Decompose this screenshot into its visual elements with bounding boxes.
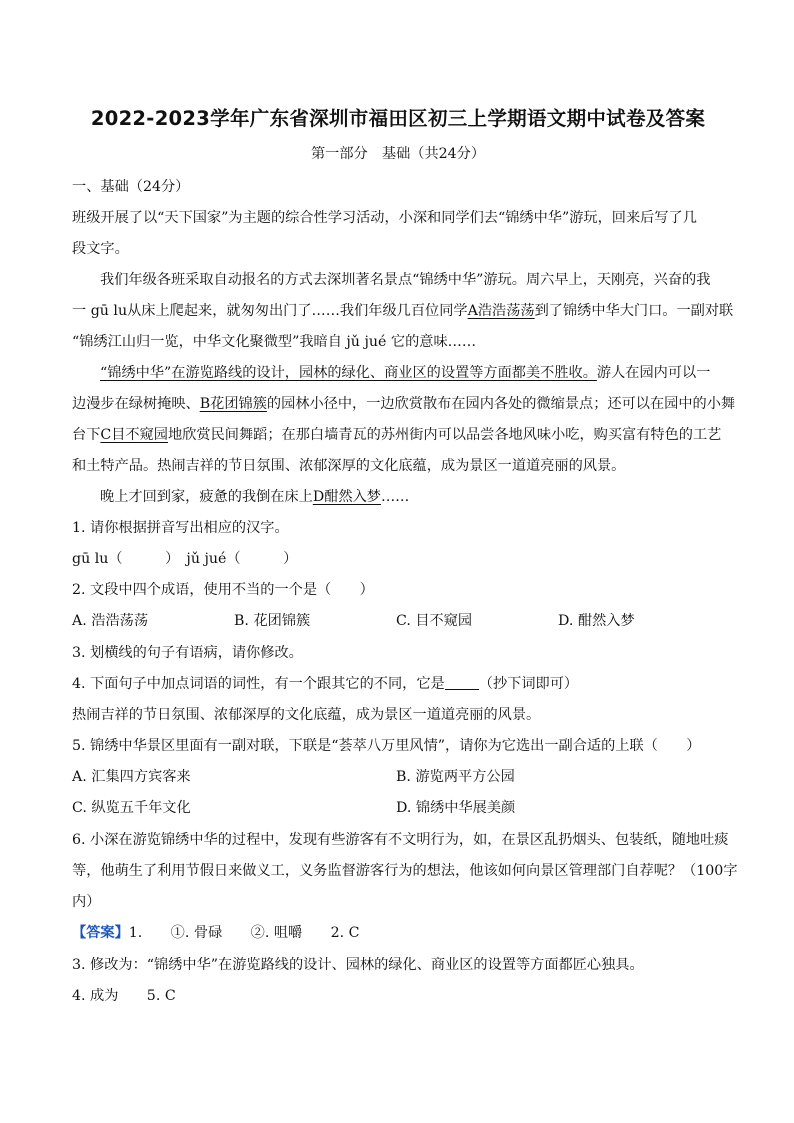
intro-line-2: 段文字。 <box>72 241 129 257</box>
text-segment: 的园林小径中，一边欣赏散布在园内各处的微缩景点；还可以在园中的小舞 <box>266 396 736 412</box>
answer-line3: 4. 成为 5. C <box>72 988 176 1004</box>
question-6-line3: 内） <box>72 894 101 910</box>
question-6-line1: 6. 小深在游览锦绣中华的过程中，发现有些游客有不文明行为，如，在景区乱扔烟头、包装纸，随地吐痰 <box>72 832 729 848</box>
text-segment: 4. 下面句子中加点词语的词性，有一个跟其它的不同，它是 <box>72 676 445 692</box>
document-title: 2022-2023学年广东省深圳市福田区初三上学期语文期中试卷及答案 <box>90 107 706 130</box>
passage-para2-line2 <box>72 394 736 414</box>
intro-line-1: 班级开展了以“天下国家”为主题的综合性学习活动，小深和同学们去“锦绣中华”游玩，回来后写了几 <box>72 210 697 226</box>
answer-line1 <box>72 923 724 943</box>
option-d: D. 锦绣中华展美颜 <box>396 800 516 816</box>
underlined-sentence: “锦绣中华”在游览路线的设计，园林的绿化、商业区的设置等方面都美不胜收。 <box>100 365 597 381</box>
option-d: D. 酣然入梦 <box>558 613 635 629</box>
option-b: B. 游览两平方公园 <box>396 769 515 785</box>
option-b: B. 花团锦簇 <box>234 613 311 629</box>
text-segment: 游人在园内可以一 <box>596 365 711 381</box>
answer-line2: 3. 修改为：“锦绣中华”在游览路线的设计、园林的绿化、商业区的设置等方面都匠心独具。 <box>72 957 644 973</box>
passage-para2-line1 <box>72 363 724 383</box>
idiom-c-underlined: C目不窥园 <box>100 427 168 443</box>
option-c: C. 纵览五千年文化 <box>72 800 191 816</box>
question-4-sentence: 热闹吉祥的节日氛围、浓郁深厚的文化底蕴，成为景区一道道亮丽的风景。 <box>72 707 541 723</box>
answer-tag: 【答案】 <box>72 925 129 941</box>
question-1-blanks: gū lu（ ） jǔ jué（ ） <box>72 551 298 567</box>
question-6-line2: 等，他萌生了利用节假日来做义工，义务监督游客行为的想法，他该如何向景区管理部门自荐呢？（100字 <box>72 863 738 879</box>
option-a: A. 浩浩荡荡 <box>72 613 149 629</box>
passage-para2-line3 <box>72 425 724 445</box>
question-5-stem: 5. 锦绣中华景区里面有一副对联，下联是“荟萃八万里风情”，请你为它选出一副合适的上联（ ） <box>72 738 701 754</box>
option-a: A. 汇集四方宾客来 <box>72 769 191 785</box>
text-segment: 台下 <box>72 427 101 443</box>
section-heading: 一、基础（24分） <box>72 179 190 195</box>
text-segment: 到了锦绣中华大门口。一副对联 <box>534 303 734 319</box>
text-segment: 晚上才回到家，疲惫的我倒在床上 <box>100 489 313 505</box>
passage-para1-line1: 我们年级各班采取自动报名的方式去深圳著名景点“锦绣中华”游玩。周六早上，天刚亮，兴奋的我 <box>100 272 711 288</box>
idiom-b-underlined: B花团锦簇 <box>199 396 267 412</box>
passage-para3-line1 <box>72 487 724 507</box>
text-segment: …… <box>380 489 410 505</box>
text-segment: 一 gū lu从床上爬起来，就匆匆出门了……我们年级几百位同学 <box>72 303 468 319</box>
question-2-stem: 2. 文段中四个成语，使用不当的一个是（ ） <box>72 582 374 598</box>
question-1-stem: 1. 请你根据拼音写出相应的汉字。 <box>72 520 289 536</box>
answer-text: 1. ①. 骨碌 ②. 咀嚼 2. C <box>128 925 360 941</box>
text-segment: （抄下词即可） <box>478 676 579 692</box>
text-segment: 地欣赏民间舞蹈；在那白墙青瓦的苏州街内可以品尝各地风味小吃，购买富有特色的工艺 <box>168 427 722 443</box>
idiom-d-underlined: D酣然入梦 <box>312 489 381 505</box>
answer-blank <box>445 675 479 690</box>
part-heading: 第一部分 基础（共24分） <box>310 146 486 162</box>
passage-para1-line2 <box>72 301 734 321</box>
option-c: C. 目不窥园 <box>396 613 473 629</box>
question-3-stem: 3. 划横线的句子有语病，请你修改。 <box>72 645 303 661</box>
idiom-a-underlined: A浩浩荡荡 <box>467 303 535 319</box>
question-4-stem <box>72 674 724 694</box>
passage-para2-line4: 和土特产品。热闹吉祥的节日氛围、浓郁深厚的文化底蕴，成为景区一道道亮丽的风景。 <box>72 458 626 474</box>
passage-para1-line3: “锦绣江山归一览，中华文化聚微型”我暗自 jǔ jué 它的意味…… <box>72 334 477 350</box>
text-segment: 边漫步在绿树掩映、 <box>72 396 200 412</box>
